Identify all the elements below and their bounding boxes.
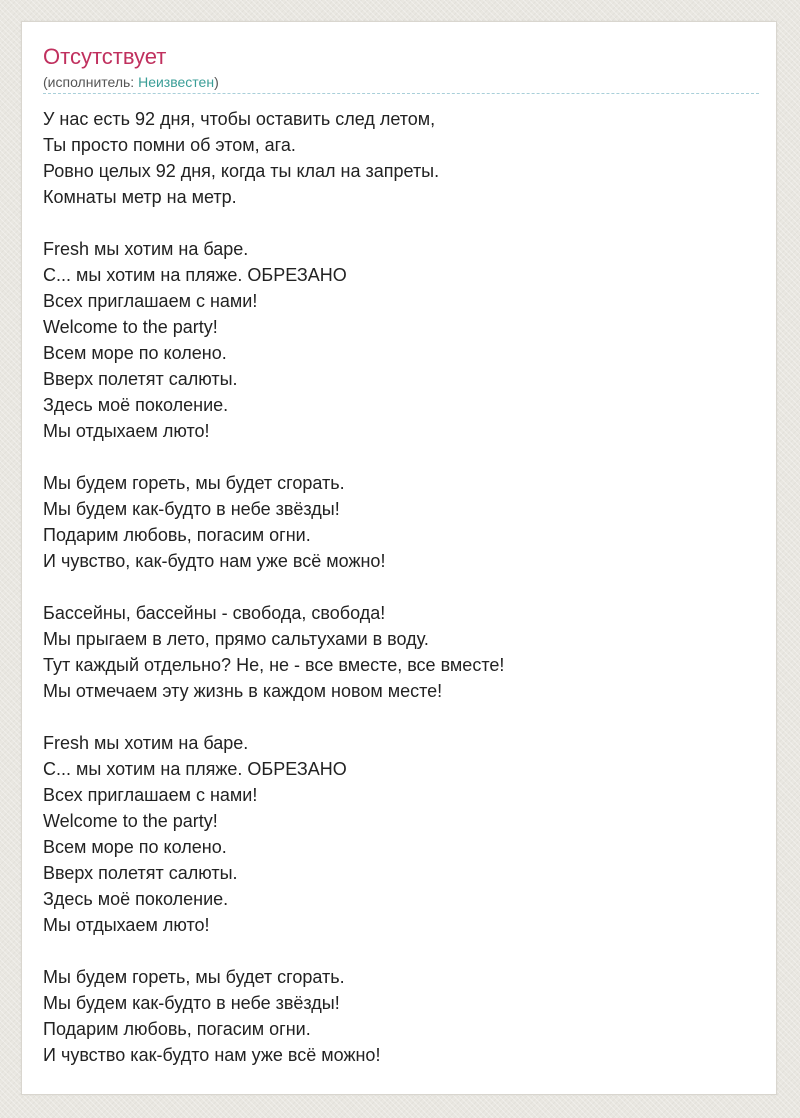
lyrics-line: Подарим любовь, погасим огни. bbox=[43, 1019, 311, 1039]
lyrics-body bbox=[43, 106, 759, 1094]
lyrics-line: Здесь моё поколение. bbox=[43, 889, 229, 909]
lyrics-line: Бассейны, бассейны - свобода, свобода! bbox=[43, 603, 386, 623]
artist-prefix: (исполнитель: bbox=[43, 74, 139, 90]
lyrics-line: Тут каждый отдельно? Не, не - все вместе, все вместе! bbox=[43, 655, 505, 675]
lyrics-line: Ты просто помни об этом, ага. bbox=[43, 135, 296, 155]
lyrics-stanza bbox=[43, 106, 759, 210]
lyrics-stanza bbox=[43, 964, 759, 1068]
lyrics-line: Мы прыгаем в лето, прямо сальтухами в воду. bbox=[43, 629, 429, 649]
lyrics-line: Fresh мы хотим на баре. bbox=[43, 239, 249, 259]
lyrics-line: Welcome to the party! bbox=[43, 811, 218, 831]
lyrics-stanza bbox=[43, 730, 759, 938]
lyrics-stanza bbox=[43, 600, 759, 704]
lyrics-line: Мы отмечаем эту жизнь в каждом новом месте! bbox=[43, 681, 443, 701]
lyrics-line: Подарим любовь, погасим огни. bbox=[43, 525, 311, 545]
lyrics-line: Всем море по колено. bbox=[43, 837, 227, 857]
song-title: Отсутствует bbox=[43, 44, 167, 69]
lyrics-line: Мы отдыхаем люто! bbox=[43, 421, 210, 441]
lyrics-card bbox=[21, 21, 777, 1095]
lyrics-line: У нас есть 92 дня, чтобы оставить след летом, bbox=[43, 109, 436, 129]
artist-name: Неизвестен bbox=[138, 74, 215, 90]
lyrics-line: И чувство, как-будто нам уже всё можно! bbox=[43, 551, 386, 571]
lyrics-line: С... мы хотим на пляже. ОБРЕЗАНО bbox=[43, 265, 347, 285]
artist-line bbox=[43, 73, 219, 91]
lyrics-line: Комнаты метр на метр. bbox=[43, 187, 237, 207]
artist-suffix: ) bbox=[214, 74, 219, 90]
lyrics-line: И чувство как-будто нам уже всё можно! bbox=[43, 1045, 381, 1065]
lyrics-line: Мы будем гореть, мы будет сгорать. bbox=[43, 473, 345, 493]
lyrics-line: Вверх полетят салюты. bbox=[43, 369, 238, 389]
lyrics-line: Всех приглашаем с нами! bbox=[43, 291, 258, 311]
lyrics-line: Мы будем гореть, мы будет сгорать. bbox=[43, 967, 345, 987]
title-divider bbox=[43, 93, 759, 94]
lyrics-line: Здесь моё поколение. bbox=[43, 395, 229, 415]
lyrics-line: Всем море по колено. bbox=[43, 343, 227, 363]
lyrics-line: Вверх полетят салюты. bbox=[43, 863, 238, 883]
lyrics-line: Ровно целых 92 дня, когда ты клал на запреты. bbox=[43, 161, 440, 181]
lyrics-line: Мы будем как-будто в небе звёзды! bbox=[43, 993, 340, 1013]
lyrics-line: Fresh мы хотим на баре. bbox=[43, 733, 249, 753]
lyrics-line: С... мы хотим на пляже. ОБРЕЗАНО bbox=[43, 759, 347, 779]
lyrics-line: Welcome to the party! bbox=[43, 317, 218, 337]
lyrics-line: Мы отдыхаем люто! bbox=[43, 915, 210, 935]
lyrics-stanza bbox=[43, 470, 759, 574]
lyrics-line: Всех приглашаем с нами! bbox=[43, 785, 258, 805]
lyrics-stanza bbox=[43, 236, 759, 444]
lyrics-line: Мы будем как-будто в небе звёзды! bbox=[43, 499, 340, 519]
